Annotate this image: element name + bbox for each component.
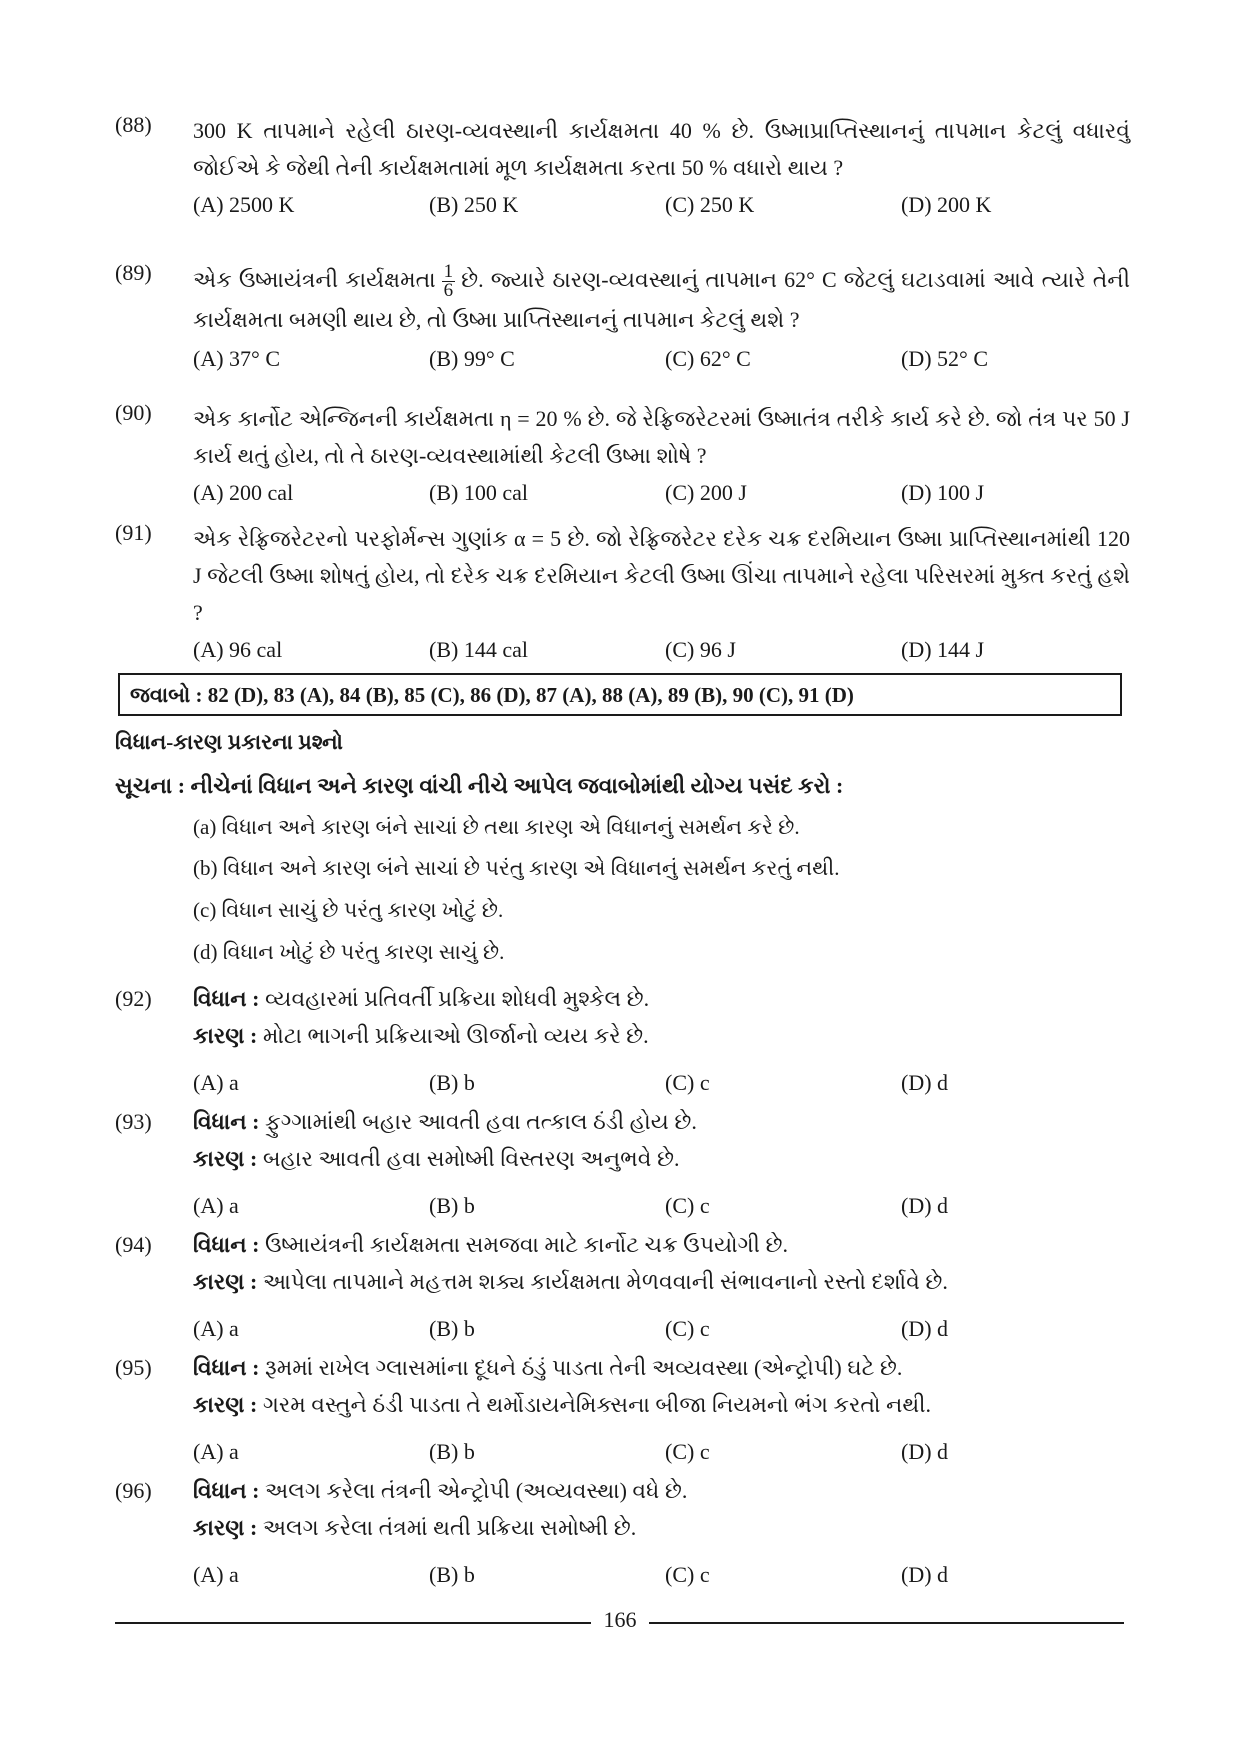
option-a: (A) 2500 K xyxy=(193,192,295,217)
statement-line xyxy=(193,1349,1130,1386)
options-row xyxy=(193,1187,1130,1223)
choice-b: (b) વિધાન અને કારણ બંને સાચાં છે પરંતુ કારણ એ વિધાનનું સમર્થન કરતું નથી. xyxy=(193,856,840,880)
option-a: (A) 96 cal xyxy=(193,637,283,662)
option-c: (C) 250 K xyxy=(665,192,755,217)
reason-text: ગરમ વસ્તુને ઠંડી પાડતા તે થર્મોડાયનેમિક્સના બીજા નિયમનો ભંગ કરતો નથી. xyxy=(262,1392,932,1417)
option-b: (B) 100 cal xyxy=(429,480,528,505)
statement-line xyxy=(193,1226,1130,1263)
question-96 xyxy=(115,1472,1130,1592)
statement-label: વિધાન : xyxy=(193,1478,260,1503)
statement-line xyxy=(193,1472,1130,1509)
question-88 xyxy=(115,112,1130,228)
question-text-start: એક ઉષ્માયંત્રની કાર્યક્ષમતા xyxy=(193,267,436,292)
option-c: (C) c xyxy=(665,1193,710,1218)
choice-d: (d) વિધાન ખોટું છે પરંતુ કારણ સાચું છે. xyxy=(193,940,505,964)
option-c: (C) 200 J xyxy=(665,480,747,505)
option-d: (D) d xyxy=(901,1316,949,1341)
section-title: વિધાન-કારણ પ્રકારના પ્રશ્નો xyxy=(115,730,343,754)
option-b: (B) b xyxy=(429,1070,475,1095)
question-95 xyxy=(115,1349,1130,1469)
question-number: (91) xyxy=(115,520,152,545)
option-b: (B) b xyxy=(429,1193,475,1218)
options-row xyxy=(193,192,1130,228)
statement-label: વિધાન : xyxy=(193,1232,260,1257)
option-c: (C) 62° C xyxy=(665,346,751,372)
statement-text: રૂમમાં રાખેલ ગ્લાસમાંના દૂધને ઠંડું પાડતા તેની અવ્યવસ્થા (એન્ટ્રોપી) ઘટે છે. xyxy=(264,1355,903,1380)
option-a: (A) 37° C xyxy=(193,346,281,372)
statement-text: વ્યવહારમાં પ્રતિવર્તી પ્રક્રિયા શોધવી મુશ્કેલ છે. xyxy=(264,986,650,1011)
question-number: (90) xyxy=(115,400,152,425)
statement-label: વિધાન : xyxy=(193,1355,260,1380)
option-d: (D) d xyxy=(901,1439,949,1464)
question-number: (95) xyxy=(115,1355,152,1380)
reason-label: કારણ : xyxy=(193,1023,258,1048)
question-94 xyxy=(115,1226,1130,1346)
option-b: (B) 99° C xyxy=(429,346,515,372)
option-a: (A) a xyxy=(193,1562,239,1587)
option-b: (B) 144 cal xyxy=(429,637,528,662)
statement-label: વિધાન : xyxy=(193,986,260,1011)
statement-label: વિધાન : xyxy=(193,1109,260,1134)
option-d: (D) d xyxy=(901,1562,949,1587)
question-number: (96) xyxy=(115,1478,152,1503)
reason-line xyxy=(193,1017,1130,1054)
fraction xyxy=(442,263,456,300)
reason-label: કારણ : xyxy=(193,1515,258,1540)
question-93 xyxy=(115,1103,1130,1223)
option-c: (C) c xyxy=(665,1316,710,1341)
option-a: (A) a xyxy=(193,1070,239,1095)
options-row xyxy=(193,637,1130,673)
option-c: (C) c xyxy=(665,1562,710,1587)
option-b: (B) b xyxy=(429,1439,475,1464)
question-91 xyxy=(115,520,1130,673)
statement-text: અલગ કરેલા તંત્રની એન્ટ્રોપી (અવ્યવસ્થા) વધે છે. xyxy=(264,1478,688,1503)
reason-label: કારણ : xyxy=(193,1146,258,1171)
options-row xyxy=(193,1064,1130,1100)
instruction: સૂચના : નીચેનાં વિધાન અને કારણ વાંચી નીચે આપેલ જવાબોમાંથી યોગ્ય પસંદ કરો : xyxy=(115,773,844,798)
choice-a: (a) વિધાન અને કારણ બંને સાચાં છે તથા કારણ એ વિધાનનું સમર્થન કરે છે. xyxy=(193,815,800,839)
option-b: (B) 250 K xyxy=(429,192,519,217)
question-number: (89) xyxy=(115,260,152,285)
option-c: (C) c xyxy=(665,1070,710,1095)
question-number: (92) xyxy=(115,986,152,1011)
question-text: 300 K તાપમાને રહેલી ઠારણ-વ્યવસ્થાની કાર્યક્ષમતા 40 % છે. ઉષ્માપ્રાપ્તિસ્થાનનું તાપમાન કેટલું વધારવું જોઈએ કે જેથી તેની કાર્યક્ષમતામાં મૂળ કાર્યક્ષમતા કરતા 50 % વધારો થાય ? xyxy=(193,118,1130,180)
options-row xyxy=(193,1433,1130,1469)
option-b: (B) b xyxy=(429,1316,475,1341)
option-c: (C) c xyxy=(665,1439,710,1464)
reason-line xyxy=(193,1386,1130,1423)
option-d: (D) 144 J xyxy=(901,637,985,662)
question-92 xyxy=(115,980,1130,1100)
options-row xyxy=(193,480,1130,516)
option-d: (D) d xyxy=(901,1070,949,1095)
option-a: (A) a xyxy=(193,1439,239,1464)
question-text xyxy=(193,260,1130,340)
question-number: (93) xyxy=(115,1109,152,1134)
question-text: એક રેફ્રિજરેટરનો પરફોર્મન્સ ગુણાંક α = 5 છે. જો રેફ્રિજરેટર દરેક ચક્ર દરમિયાન ઉષ્મા પ્રાપ્તિસ્થાનમાંથી 120 J જેટલી ઉષ્મા શોષતું હોય, તો દરેક ચક્ર દરમિયાન કેટલી ઉષ્મા ઊંચા તાપમાને રહેલા પરિસરમાં મુક્ત કરતું હશે ? xyxy=(193,526,1130,625)
option-a: (A) 200 cal xyxy=(193,480,294,505)
choice-c: (c) વિધાન સાચું છે પરંતુ કારણ ખોટું છે. xyxy=(193,898,504,922)
reason-text: આપેલા તાપમાને મહત્તમ શક્ય કાર્યક્ષમતા મેળવવાની સંભાવનાનો રસ્તો દર્શાવે છે. xyxy=(262,1269,948,1294)
option-a: (A) a xyxy=(193,1316,239,1341)
statement-line xyxy=(193,980,1130,1017)
options-row xyxy=(193,346,1130,382)
statement-text: ફુગ્ગામાંથી બહાર આવતી હવા તત્કાલ ઠંડી હોય છે. xyxy=(264,1109,697,1134)
options-row xyxy=(193,1556,1130,1592)
reason-line xyxy=(193,1509,1130,1546)
option-d: (D) 52° C xyxy=(901,346,989,372)
reason-label: કારણ : xyxy=(193,1269,258,1294)
answer-key-box: જવાબો : 82 (D), 83 (A), 84 (B), 85 (C), 86 (D), 87 (A), 88 (A), 89 (B), 90 (C), 91 (D) xyxy=(118,673,1122,716)
reason-line xyxy=(193,1140,1130,1177)
reason-text: અલગ કરેલા તંત્રમાં થતી પ્રક્રિયા સમોષ્મી છે. xyxy=(262,1515,637,1540)
statement-line xyxy=(193,1103,1130,1140)
option-d: (D) 100 J xyxy=(901,480,985,505)
page-number: 166 xyxy=(603,1607,637,1632)
option-b: (B) b xyxy=(429,1562,475,1587)
reason-text: મોટા ભાગની પ્રક્રિયાઓ ઊર્જાનો વ્યય કરે છે. xyxy=(262,1023,649,1048)
reason-text: બહાર આવતી હવા સમોષ્મી વિસ્તરણ અનુભવે છે. xyxy=(262,1146,680,1171)
option-a: (A) a xyxy=(193,1193,239,1218)
fraction-denominator: 6 xyxy=(443,280,454,302)
question-number: (94) xyxy=(115,1232,152,1257)
question-number: (88) xyxy=(115,112,152,137)
options-row xyxy=(193,1310,1130,1346)
reason-line xyxy=(193,1263,1130,1300)
question-text-end: છે. જ્યારે ઠારણ-વ્યવસ્થાનું તાપમાન 62° C જેટલું ઘટાડવામાં આવે ત્યારે તેની કાર્યક્ષમતા બમણી થાય છે, તો ઉષ્મા પ્રાપ્તિસ્થાનનું તાપમાન કેટલું થશે ? xyxy=(193,267,1130,333)
question-text: એક કાર્નોટ એન્જિનની કાર્યક્ષમતા η = 20 % છે. જે રેફ્રિજરેટરમાં ઉષ્માતંત્ર તરીકે કાર્ય કરે છે. જો તંત્ર પર 50 J કાર્ય થતું હોય, તો તે ઠારણ-વ્યવસ્થામાંથી કેટલી ઉષ્મા શોષે ? xyxy=(193,406,1130,468)
footer-rule-right xyxy=(649,1622,1124,1624)
reason-label: કારણ : xyxy=(193,1392,258,1417)
question-90 xyxy=(115,400,1130,516)
statement-text: ઉષ્માયંત્રની કાર્યક્ષમતા સમજવા માટે કાર્નોટ ચક્ર ઉપયોગી છે. xyxy=(264,1232,788,1257)
fraction-numerator: 1 xyxy=(443,261,454,283)
option-d: (D) d xyxy=(901,1193,949,1218)
option-d: (D) 200 K xyxy=(901,192,992,217)
question-89 xyxy=(115,260,1130,382)
option-c: (C) 96 J xyxy=(665,637,736,662)
footer-rule-left xyxy=(115,1622,591,1624)
